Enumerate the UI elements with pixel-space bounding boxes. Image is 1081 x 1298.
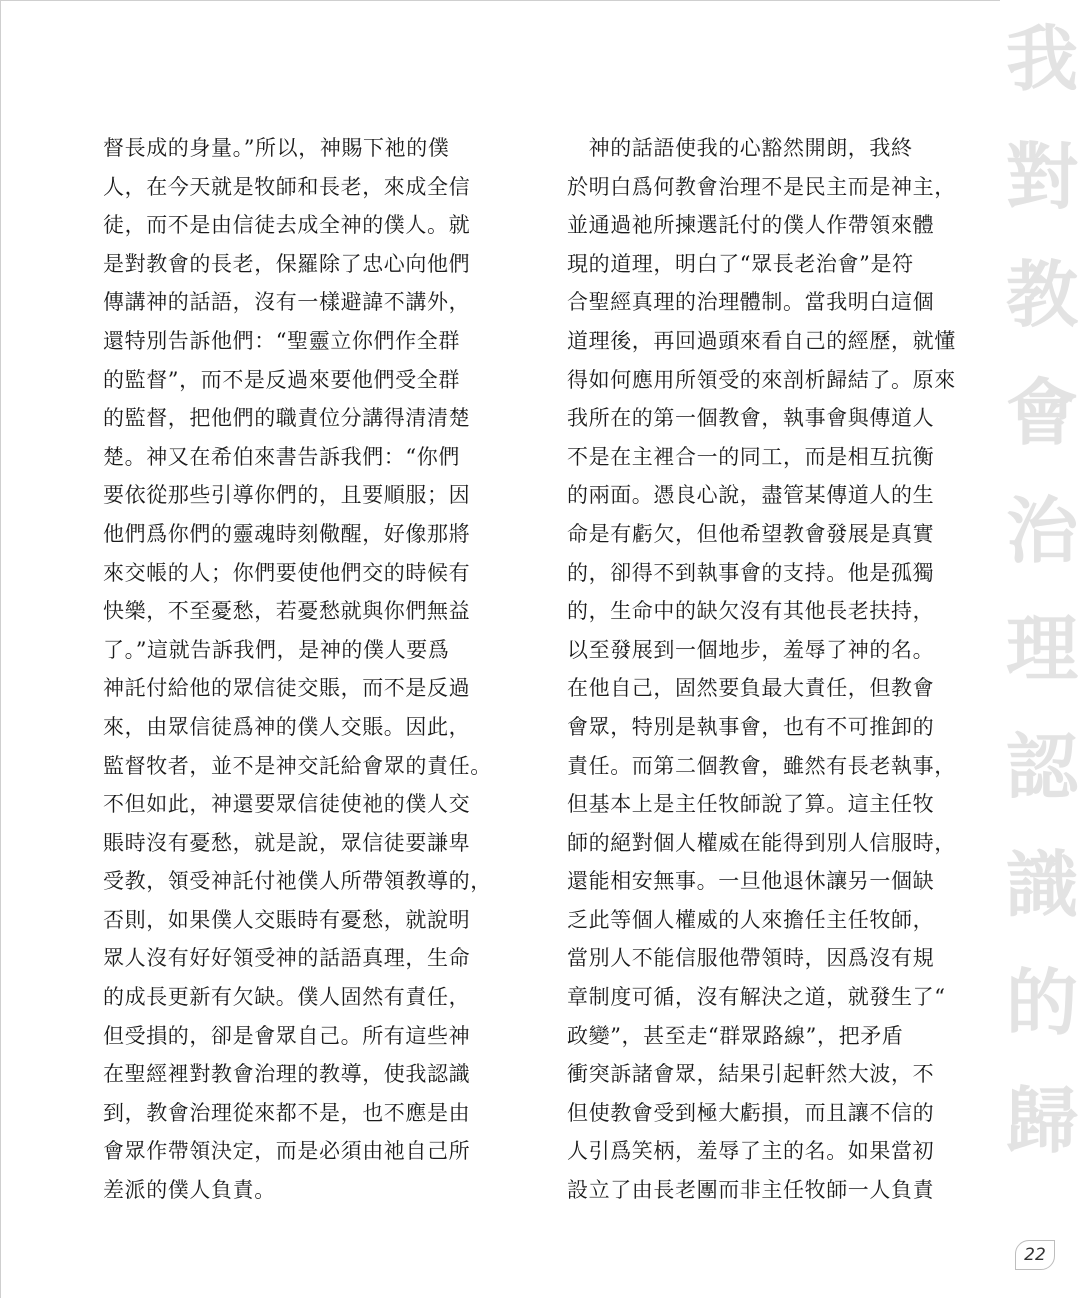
text-line: 得如何應用所領受的來剖析歸結了。原來 <box>567 367 956 392</box>
text-line: 在他自己，固然要負最大責任，但教會 <box>567 676 935 701</box>
side-title-char: 我 <box>1006 17 1079 101</box>
text-line: 道理後，再回過頭來看自己的經歷，就懂 <box>567 328 956 353</box>
text-line: 合聖經真理的治理體制。當我明白這個 <box>567 290 935 315</box>
text-line: 不是在主裡合一的同工，而是相互抗衡 <box>567 444 935 469</box>
text-line: 楚。神又在希伯來書告訴我們：“你們 <box>103 444 460 469</box>
text-line: 責任。而第二個教會，雖然有長老執事， <box>567 753 956 778</box>
text-line: 眾人沒有好好領受神的話語真理，生命 <box>103 946 471 971</box>
text-line: 我所在的第一個教會，執事會與傳道人 <box>567 406 935 431</box>
text-line: 傳講神的話語，沒有一樣避諱不講外， <box>103 290 471 315</box>
text-line: 的，生命中的缺欠沒有其他長老扶持， <box>567 599 935 624</box>
text-line: 不但如此，神還要眾信徒使祂的僕人交 <box>103 792 471 817</box>
side-title-char: 教 <box>1006 253 1079 337</box>
text-line: 章制度可循，沒有解決之道，就發生了“ <box>567 985 946 1010</box>
page-frame-left <box>0 0 1 1298</box>
text-line: 到，教會治理從來都不是，也不應是由 <box>103 1100 471 1125</box>
text-line: 當別人不能信服他帶領時，因爲沒有規 <box>567 946 935 971</box>
text-line: 的監督，把他們的職責位分講得清清楚 <box>103 406 471 431</box>
text-line: 還能相安無事。一旦他退休讓另一個缺 <box>567 869 935 894</box>
page-frame-top <box>0 0 1000 1</box>
side-title-char: 對 <box>1006 135 1079 219</box>
text-line: 但使教會受到極大虧損，而且讓不信的 <box>567 1100 935 1125</box>
text-line: 督長成的身量。”所以，神賜下祂的僕 <box>103 136 450 160</box>
text-line: 快樂，不至憂愁，若憂愁就與你們無益 <box>103 599 471 624</box>
text-line: 的，卻得不到執事會的支持。他是孤獨 <box>567 560 935 585</box>
text-line: 了。”這就告訴我們，是神的僕人要爲 <box>103 637 450 662</box>
side-title-char: 理 <box>1006 607 1079 691</box>
text-line: 他們爲你們的靈魂時刻儆醒，好像那將 <box>103 521 471 546</box>
text-line: 會眾，特別是執事會，也有不可推卸的 <box>567 714 935 739</box>
text-line: 但受損的，卻是會眾自己。所有這些神 <box>103 1023 471 1048</box>
text-line: 的監督”，而不是反過來要他們受全群 <box>103 367 460 392</box>
text-line: 神的話語使我的心豁然開朗，我終 <box>567 136 913 160</box>
text-line: 的兩面。憑良心說，盡管某傳道人的生 <box>567 483 935 508</box>
text-line: 師的絕對個人權威在能得到別人信服時， <box>567 830 956 855</box>
side-title-char: 的 <box>1006 961 1079 1045</box>
text-line: 衝突訴諸會眾，結果引起軒然大波，不 <box>567 1062 935 1087</box>
side-title-char: 治 <box>1006 489 1079 573</box>
text-column-left <box>103 129 533 1210</box>
text-line: 政變”，甚至走“群眾路線”，把矛盾 <box>567 1023 904 1048</box>
text-line: 受教，領受神託付祂僕人所帶領教導的， <box>103 869 492 894</box>
text-line: 人引爲笑柄，羞辱了主的名。如果當初 <box>567 1139 935 1164</box>
side-title-char: 認 <box>1006 725 1079 809</box>
text-line: 的成長更新有欠缺。僕人固然有責任， <box>103 985 471 1010</box>
text-line: 乏此等個人權威的人來擔任主任牧師， <box>567 907 935 932</box>
text-column-right <box>567 129 997 1210</box>
text-line: 來交帳的人；你們要使他們交的時候有 <box>103 560 471 585</box>
side-title-watermark <box>1000 0 1079 1163</box>
text-line: 以至發展到一個地步，羞辱了神的名。 <box>567 637 935 662</box>
side-title-char: 會 <box>1006 371 1079 455</box>
text-line: 差派的僕人負責。 <box>103 1178 276 1203</box>
page-number: 22 <box>1015 1240 1055 1270</box>
text-line: 否則，如果僕人交賬時有憂愁，就說明 <box>103 907 471 932</box>
text-line: 設立了由長老團而非主任牧師一人負責 <box>567 1178 935 1203</box>
text-line: 賬時沒有憂愁，就是說，眾信徒要謙卑 <box>103 830 471 855</box>
text-line: 會眾作帶領決定，而是必須由祂自己所 <box>103 1139 471 1164</box>
text-line: 但基本上是主任牧師說了算。這主任牧 <box>567 792 935 817</box>
text-line: 監督牧者，並不是神交託給會眾的責任。 <box>103 753 492 778</box>
text-line: 來，由眾信徒爲神的僕人交賬。因此， <box>103 714 471 739</box>
side-title-char: 歸 <box>1006 1079 1079 1163</box>
text-line: 命是有虧欠，但他希望教會發展是真實 <box>567 521 935 546</box>
text-line: 要依從那些引導你們的，且要順服；因 <box>103 483 471 508</box>
text-line: 在聖經裡對教會治理的教導，使我認識 <box>103 1062 471 1087</box>
text-line: 神託付給他的眾信徒交賬，而不是反過 <box>103 676 471 701</box>
text-line: 還特別告訴他們：“聖靈立你們作全群 <box>103 328 460 353</box>
text-line: 徒，而不是由信徒去成全神的僕人。就 <box>103 213 471 238</box>
text-line: 現的道理，明白了“眾長老治會”是符 <box>567 251 914 276</box>
text-line: 於明白爲何教會治理不是民主而是神主， <box>567 174 956 199</box>
text-line: 人，在今天就是牧師和長老，來成全信 <box>103 174 471 199</box>
side-title-char: 識 <box>1006 843 1079 927</box>
text-line: 並通過祂所揀選託付的僕人作帶領來體 <box>567 213 935 238</box>
text-line: 是對教會的長老，保羅除了忠心向他們 <box>103 251 471 276</box>
